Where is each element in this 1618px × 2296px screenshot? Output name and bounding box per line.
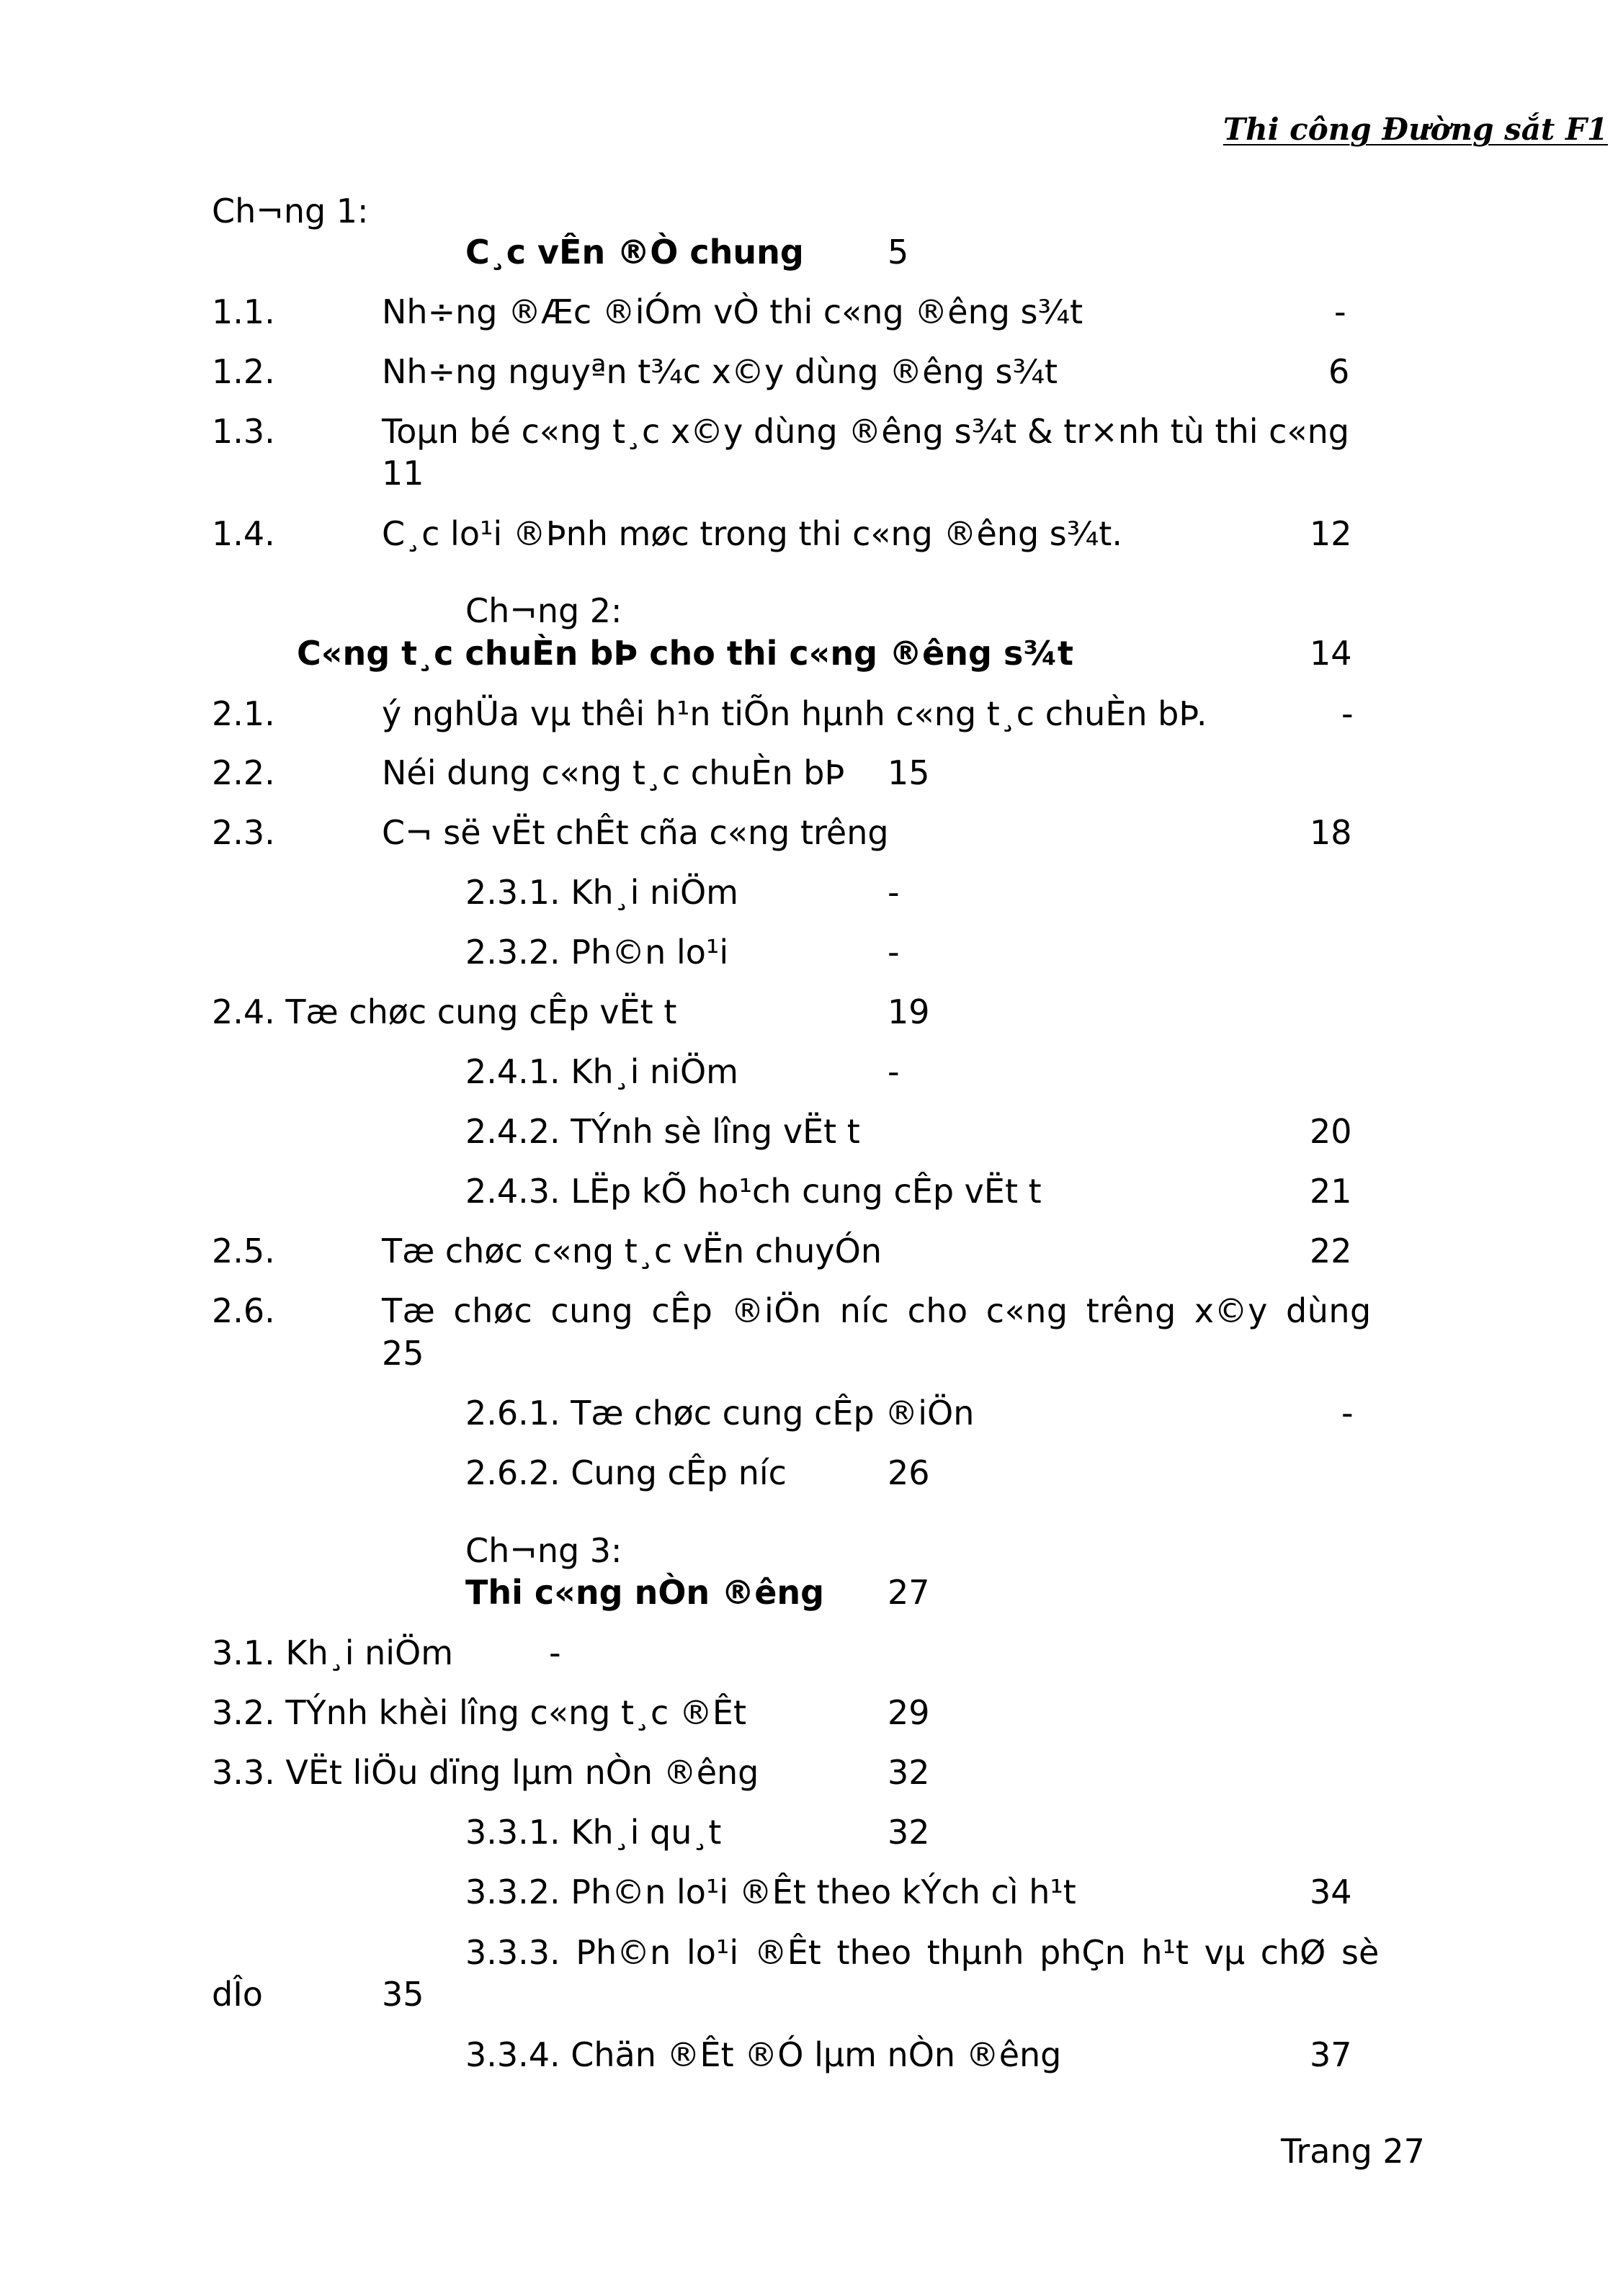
running-header: Thi công Đường sắt F1 (1223, 112, 1608, 147)
toc-entry-3-1-text: 3.1. Kh¸i niÖm (212, 1633, 454, 1672)
toc-entry-1-4-text: C¸c lo¹i ®Þnh møc trong thi c«ng ®êng s¾t. (382, 514, 1122, 553)
toc-entry-3-3-4-text: 3.3.4. Chän ®Êt ®Ó lµm nÒn ®êng (465, 2035, 1062, 2074)
toc-entry-1-4-page: 12 (1310, 514, 1352, 553)
toc-entry-1-2-text: Nh÷ng nguyªn t¾c x©y dùng ®êng s¾t (382, 352, 1058, 391)
toc-entry-1-2-page: 6 (1328, 352, 1350, 391)
toc-entry-2-1-page: - (1341, 694, 1354, 733)
toc-entry-1-1-page: - (1334, 292, 1346, 331)
toc-entry-3-2-page: 29 (888, 1693, 930, 1732)
toc-entry-2-1-text: ý nghÜa vµ thêi h¹n tiÕn hµnh c«ng t¸c chuÈn bÞ. (382, 694, 1207, 733)
toc-entry-2-6-num: 2.6. (212, 1291, 275, 1330)
toc-entry-2-3-text: C¬ së vËt chÊt cña c«ng trêng (382, 813, 889, 852)
toc-entry-3-3-4-page: 37 (1310, 2035, 1352, 2074)
toc-entry-2-4-3-text: 2.4.3. LËp kÕ ho¹ch cung cÊp vËt t (465, 1172, 1042, 1211)
toc-entry-3-3-2-text: 3.3.2. Ph©n lo¹i ®Êt theo kÝch cì h¹t (465, 1873, 1076, 1911)
toc-entry-3-3-text: 3.3. VËt liÖu dïng lµm nÒn ®êng (212, 1753, 759, 1792)
toc-entry-1-1-num: 1.1. (212, 292, 275, 331)
toc-entry-2-3-1-page: - (888, 873, 900, 912)
toc-entry-3-3-page: 32 (888, 1753, 930, 1792)
toc-entry-2-6-1-text: 2.6.1. Tæ chøc cung cÊp ®iÖn (465, 1394, 975, 1432)
page-number: Trang 27 (1281, 2132, 1425, 2171)
toc-entry-3-2-text: 3.2. TÝnh khèi lîng c«ng t¸c ®Êt (212, 1693, 747, 1732)
toc-entry-3-1-page: - (549, 1633, 561, 1672)
toc-entry-1-2-num: 1.2. (212, 352, 275, 391)
toc-entry-2-2-page: 15 (888, 753, 930, 792)
toc-entry-3-3-1-page: 32 (888, 1813, 930, 1852)
toc-entry-2-3-page: 18 (1310, 813, 1352, 852)
toc-entry-2-6-1-page: - (1341, 1394, 1354, 1432)
toc-entry-2-5-num: 2.5. (212, 1232, 275, 1270)
toc-entry-3-3-3-cont: dÎo (212, 1975, 263, 2014)
toc-entry-3-3-3-page: 35 (382, 1975, 424, 2014)
chapter-3-title: Thi c«ng nÒn ®êng (465, 1573, 825, 1612)
toc-entry-3-3-1-text: 3.3.1. Kh¸i qu¸t (465, 1813, 722, 1852)
toc-entry-2-3-1-text: 2.3.1. Kh¸i niÖm (465, 873, 738, 912)
toc-entry-2-2-num: 2.2. (212, 753, 275, 792)
toc-entry-2-3-2-text: 2.3.2. Ph©n lo¹i (465, 933, 729, 972)
toc-entry-3-3-2-page: 34 (1310, 1873, 1352, 1911)
chapter-1-page: 5 (888, 233, 909, 272)
toc-entry-2-3-num: 2.3. (212, 813, 275, 852)
chapter-2-page: 14 (1310, 634, 1352, 673)
chapter-2-title: C«ng t¸c chuÈn bÞ cho thi c«ng ®êng s¾t (297, 634, 1073, 673)
chapter-1-title: C¸c vÊn ®Ò chung (465, 233, 804, 272)
chapter-3-label: Ch¬ng 3: (465, 1531, 622, 1570)
toc-entry-1-3-page: 11 (382, 454, 424, 493)
toc-entry-2-4-1-page: - (888, 1052, 900, 1091)
toc-entry-2-4-2-text: 2.4.2. TÝnh sè lîng vËt t (465, 1112, 860, 1151)
toc-entry-2-5-text: Tæ chøc c«ng t¸c vËn chuyÓn (382, 1232, 882, 1270)
chapter-1-label: Ch¬ng 1: (212, 192, 369, 230)
toc-entry-1-3-text: Toµn bé c«ng t¸c x©y dùng ®êng s¾t & tr×nh tù thi c«ng (382, 412, 1349, 451)
toc-entry-2-4-page: 19 (888, 992, 930, 1031)
chapter-3-page: 27 (888, 1573, 930, 1612)
chapter-2-label: Ch¬ng 2: (465, 591, 622, 630)
toc-entry-2-5-page: 22 (1310, 1232, 1352, 1270)
toc-entry-2-4-1-text: 2.4.1. Kh¸i niÖm (465, 1052, 738, 1091)
toc-entry-2-4-text: 2.4. Tæ chøc cung cÊp vËt t (212, 992, 677, 1031)
toc-entry-2-6-text: Tæ chøc cung cÊp ®iÖn níc cho c«ng trêng x©y dùng (382, 1291, 1372, 1330)
toc-entry-2-6-2-text: 2.6.2. Cung cÊp níc (465, 1453, 787, 1492)
toc-entry-1-3-num: 1.3. (212, 412, 275, 451)
toc-entry-2-4-2-page: 20 (1310, 1112, 1352, 1151)
toc-entry-1-1-text: Nh÷ng ®Æc ®iÓm vÒ thi c«ng ®êng s¾t (382, 292, 1083, 331)
toc-entry-2-2-text: Néi dung c«ng t¸c chuÈn bÞ (382, 753, 845, 792)
toc-entry-2-6-2-page: 26 (888, 1453, 930, 1492)
toc-entry-2-6-page: 25 (382, 1334, 424, 1373)
toc-entry-2-1-num: 2.1. (212, 694, 275, 733)
toc-entry-2-3-2-page: - (888, 933, 900, 972)
toc-entry-3-3-3-text: 3.3.3. Ph©n lo¹i ®Êt theo thµnh phÇn h¹t vµ chØ sè (465, 1933, 1380, 1972)
toc-entry-2-4-3-page: 21 (1310, 1172, 1352, 1211)
toc-entry-1-4-num: 1.4. (212, 514, 275, 553)
